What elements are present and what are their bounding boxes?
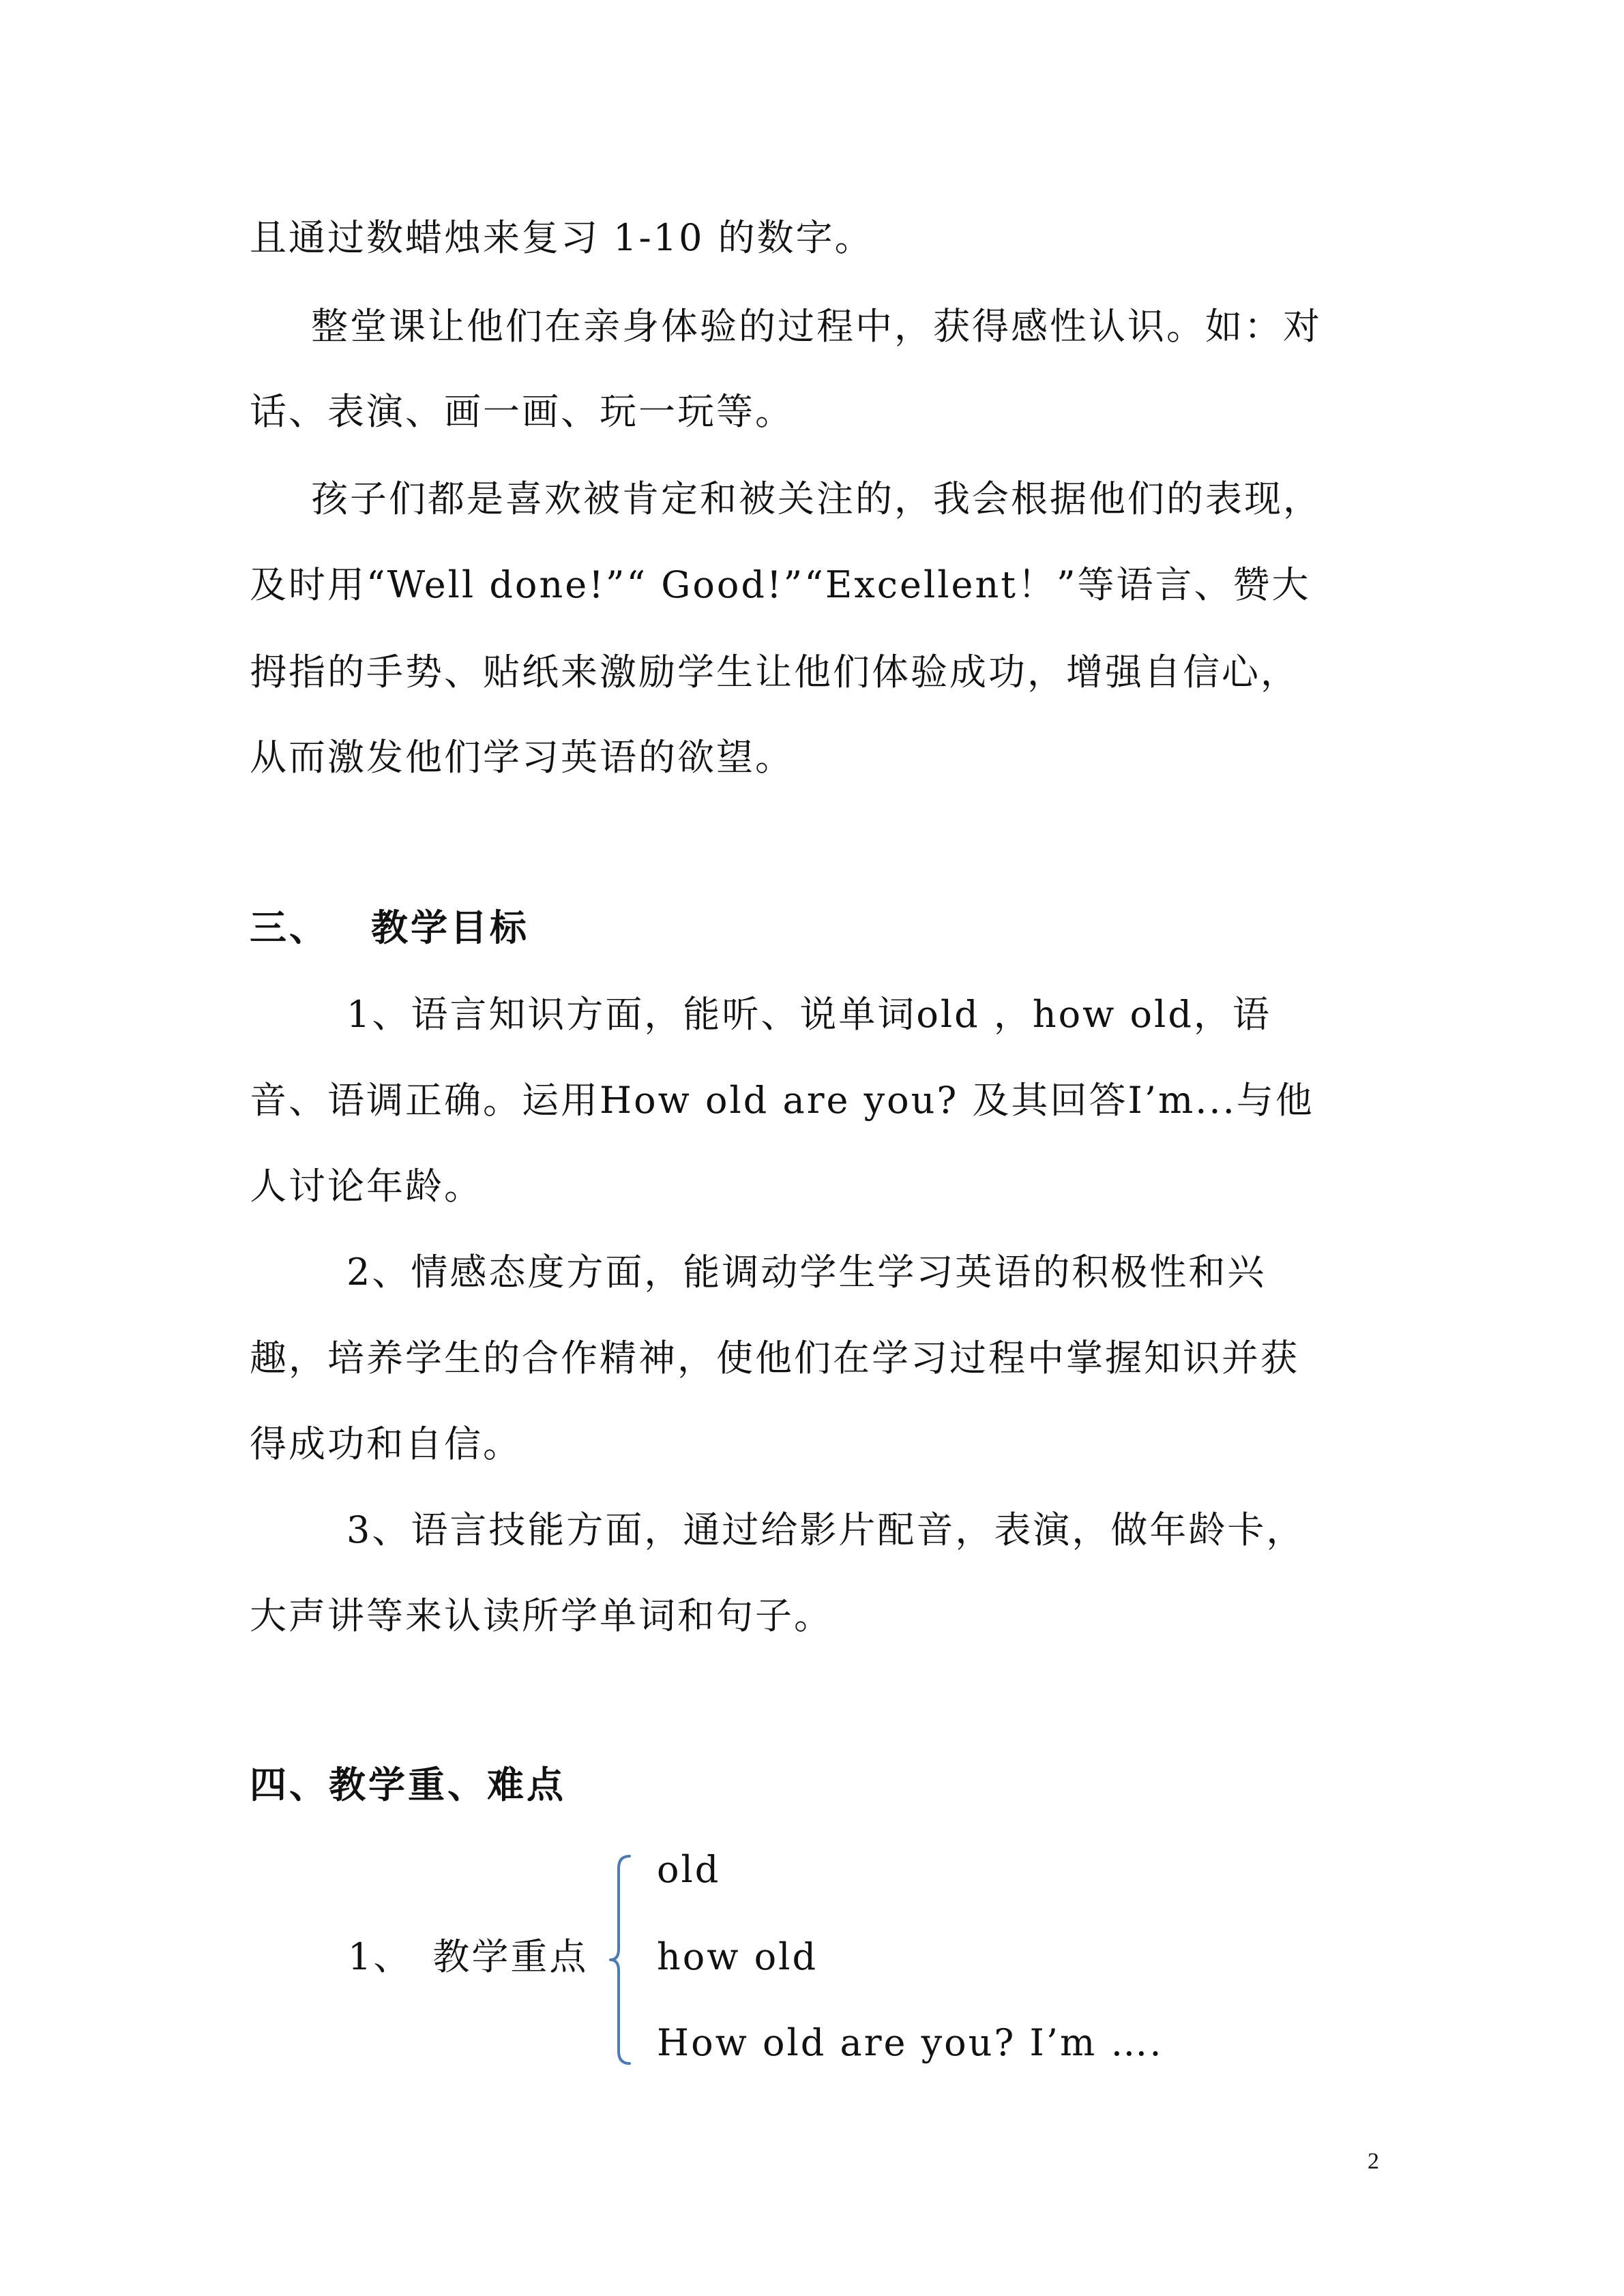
paragraph-line: 得成功和自信。 (250, 1422, 522, 1465)
section-number: 三、 (250, 906, 329, 949)
paragraph-line: 大声讲等来认读所学单词和句子。 (250, 1594, 833, 1637)
paragraph-line: 趣，培养学生的合作精神，使他们在学习过程中掌握知识并获 (250, 1337, 1299, 1380)
paragraph-line: 整堂课让他们在亲身体验的过程中，获得感性认识。如：对 (311, 305, 1322, 348)
page-number: 2 (1368, 2149, 1379, 2174)
paragraph-line: 话、表演、画一画、玩一玩等。 (250, 390, 794, 433)
paragraph-line: 音、语调正确。运用How old are you? 及其回答I’m...与他 (250, 1079, 1314, 1122)
paragraph-line: 拇指的手势、贴纸来激励学生让他们体验成功，增强自信心， (250, 651, 1299, 694)
paragraph-line: 孩子们都是喜欢被肯定和被关注的，我会根据他们的表现， (311, 477, 1322, 520)
brace-item-phrase: how old (657, 1935, 818, 1978)
brace-item-word: old (657, 1848, 721, 1891)
section-title: 教学目标 (371, 906, 529, 949)
paragraph-line: 2、情感态度方面，能调动学生学习英语的积极性和兴 (346, 1251, 1267, 1294)
paragraph-line: 及时用“Well done!”“ Good!”“Excellent！”等语言、赞大 (250, 563, 1311, 606)
curly-brace-icon (609, 1853, 636, 2066)
item-number: 1、 (348, 1935, 413, 1978)
paragraph-line: 人讨论年龄。 (250, 1165, 483, 1208)
paragraph-line: 3、语言技能方面，通过给影片配音，表演，做年龄卡， (346, 1508, 1305, 1551)
item-label: 教学重点 (432, 1935, 589, 1978)
paragraph-line: 从而激发他们学习英语的欲望。 (250, 736, 794, 779)
section-heading-key-points: 四、教学重、难点 (250, 1763, 566, 1806)
brace-item-sentence: How old are you? I’m ….​ (657, 2021, 1164, 2064)
paragraph-line: 且通过数蜡烛来复习 1-10 的数字。 (250, 216, 874, 259)
section-heading-objectives (250, 904, 529, 953)
key-points-label (348, 1933, 588, 1982)
paragraph-line: 1、语言知识方面，能听、说单词old ，how old，语 (346, 993, 1271, 1036)
